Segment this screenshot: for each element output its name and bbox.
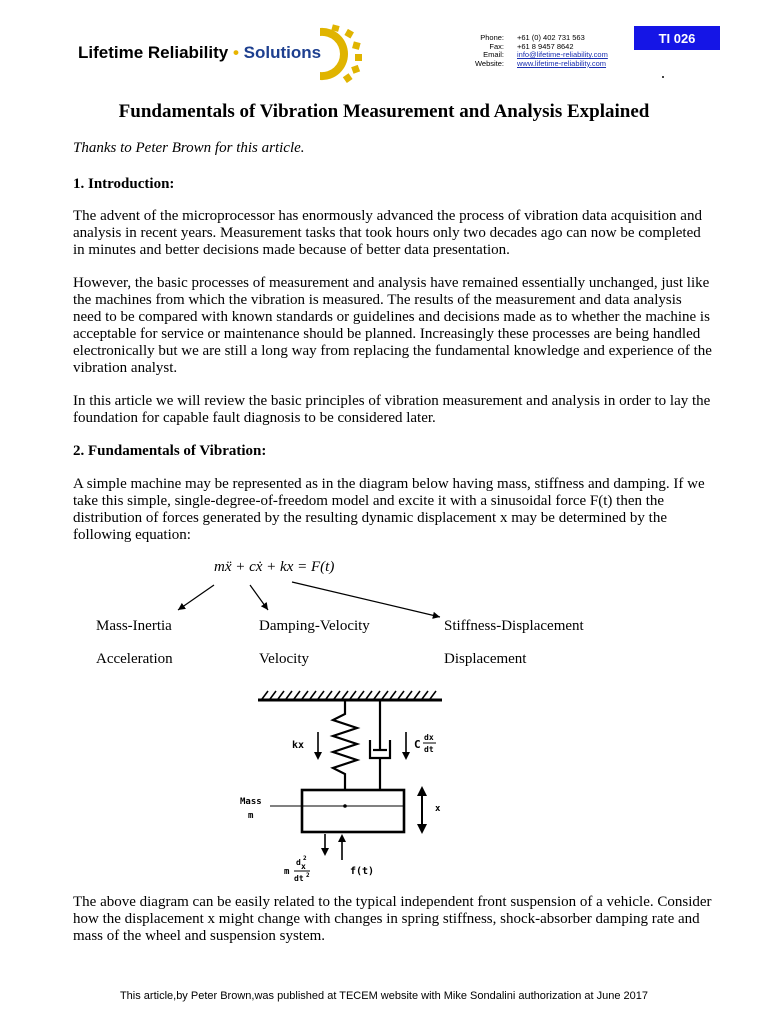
logo-dot: • xyxy=(232,43,239,62)
label-acceleration: Acceleration xyxy=(96,651,173,667)
paragraph-intro-1: The advent of the microprocessor has enormously advanced the process of vibration data acquisition and analysis in recent years. Measurement tasks that took hours only two decades ago can now be completed in minutes and better decisions made because of better data presentation. xyxy=(73,208,702,258)
mass-spring-damper-diagram xyxy=(230,688,460,888)
label-velocity: Velocity xyxy=(259,651,309,667)
arrow-mass-inertia xyxy=(178,585,214,610)
label-dt2: dt xyxy=(294,874,304,883)
label-kx: kx xyxy=(292,740,305,751)
thanks-line: Thanks to Peter Brown for this article. xyxy=(73,140,305,156)
mass-block xyxy=(302,790,404,832)
label-sup-2b: 2 xyxy=(306,872,310,879)
label-x: x xyxy=(435,804,441,814)
label-displacement: Displacement xyxy=(444,651,527,667)
label-mass: Mass xyxy=(240,797,262,807)
website-link[interactable]: www.lifetime-reliability.com xyxy=(517,58,607,68)
section-heading-fundamentals: 2. Fundamentals of Vibration: xyxy=(73,443,267,459)
spring-icon xyxy=(333,700,357,790)
paragraph-fundamentals: A simple machine may be represented as in the diagram below having mass, stiffness and damping. If we take this simple, single-degree-of-freedom model and excite it with a sinusoidal force F(t) then the distribution of forces generated by the resulting dynamic displacement x may be determined by the following equation: xyxy=(73,476,705,543)
label-force: f(t) xyxy=(350,866,375,877)
damper-icon xyxy=(370,700,390,790)
label-m: m xyxy=(248,811,254,821)
arrow-stiffness-displacement xyxy=(292,582,440,617)
logo-text-solutions: Solutions xyxy=(243,43,322,62)
label-mass-inertia: Mass-Inertia xyxy=(96,618,172,634)
page-title: Fundamentals of Vibration Measurement and Analysis Explained xyxy=(118,101,650,122)
phone-value: +61 (0) 402 731 563 xyxy=(517,33,585,42)
logo-text-lifetime-reliability: Lifetime Reliability xyxy=(78,43,229,62)
fax-label: Fax: xyxy=(489,41,504,51)
email-label: Email: xyxy=(483,50,504,60)
label-damping-velocity: Damping-Velocity xyxy=(259,618,370,634)
label-sup-2a: 2 xyxy=(303,855,307,862)
footer-note: This article,by Peter Brown,was published at TECEM website with Mike Sondalini authorization at June 2017 xyxy=(119,990,649,1002)
label-xx: x xyxy=(301,862,306,871)
label-c: C xyxy=(414,738,421,751)
arrow-damping-velocity xyxy=(250,585,268,610)
label-stiffness-displacement: Stiffness-Displacement xyxy=(444,618,584,634)
website-label: Website: xyxy=(474,58,504,68)
label-d2: d xyxy=(296,858,301,867)
paragraph-intro-3: In this article we will review the basic principles of vibration measurement and analysis in order to lay the foundation for capable fault diagnosis to be considered later. xyxy=(73,393,711,426)
fax-value: +61 8 9457 8642 xyxy=(517,41,574,51)
label-m-accel: m xyxy=(284,867,290,877)
paragraph-suspension: The above diagram can be easily related to the typical independent front suspension of a vehicle. Consider how the displacement x might change with changes in spring stiffness, shock-absorber damping rate and mass of the wheel and suspension system. xyxy=(73,894,712,944)
equation-of-motion: mẍ + cẋ + kx = F(t) xyxy=(214,559,335,575)
email-link[interactable]: info@lifetime-reliability.com xyxy=(517,50,608,60)
paragraph-intro-2: However, the basic processes of measurement and analysis have remained essentially unchanged, just like the machines from which the vibration is measured. The results of the measurement and data analysis need to be compared with known standards or guidelines and decisions made as to whether the machine is acceptable for service or maintenance should be planned. Increasingly these processes are being handled electronically but we are still a long way from replacing the fundamental knowledge and experience of the vibration analyst. xyxy=(73,275,712,376)
phone-label: Phone: xyxy=(480,33,504,42)
section-heading-introduction: 1. Introduction: xyxy=(73,176,175,192)
label-dt: dt xyxy=(424,745,434,754)
document-id-badge: TI 026 xyxy=(634,26,720,50)
label-dx: dx xyxy=(424,733,434,742)
